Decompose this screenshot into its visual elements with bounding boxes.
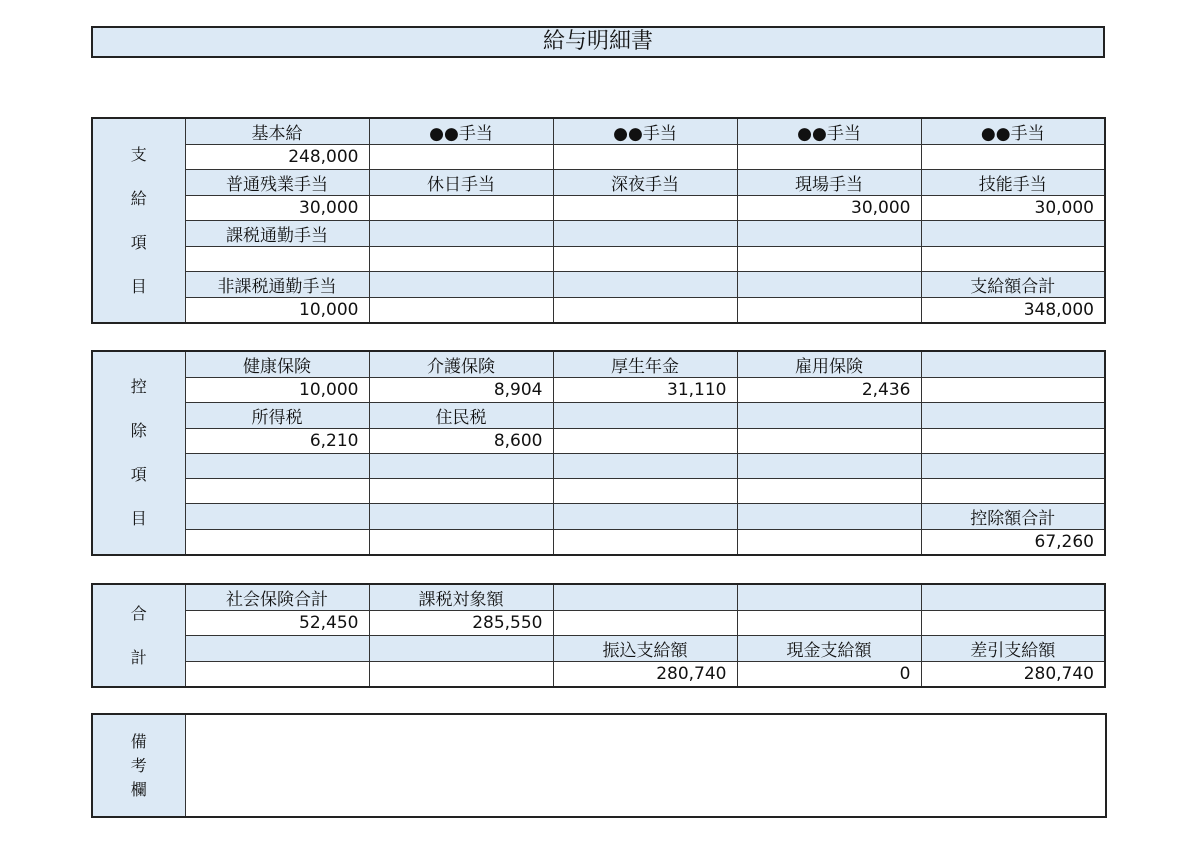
item-label: 普通残業手当 — [185, 170, 369, 196]
item-value[interactable]: 248,000 — [185, 145, 369, 170]
item-value[interactable]: 67,260 — [921, 530, 1105, 556]
item-value[interactable]: 31,110 — [553, 378, 737, 403]
item-label — [369, 454, 553, 479]
item-label — [921, 221, 1105, 247]
item-label — [553, 584, 737, 611]
total-table — [91, 583, 1106, 688]
item-value[interactable] — [553, 145, 737, 170]
item-label — [369, 636, 553, 662]
item-value[interactable]: 280,740 — [921, 662, 1105, 688]
item-value[interactable]: 8,600 — [369, 429, 553, 454]
item-value[interactable]: 280,740 — [553, 662, 737, 688]
item-value[interactable]: 52,450 — [185, 611, 369, 636]
item-label — [553, 454, 737, 479]
item-label: 社会保険合計 — [185, 584, 369, 611]
item-label: 支給額合計 — [921, 272, 1105, 298]
pay-side-label: 支 給 項 目 — [92, 118, 185, 323]
item-label — [553, 272, 737, 298]
item-value[interactable] — [921, 479, 1105, 504]
item-value[interactable] — [737, 479, 921, 504]
pay-table — [91, 117, 1106, 324]
item-label — [921, 351, 1105, 378]
item-label: ●●手当 — [737, 118, 921, 145]
item-value[interactable] — [369, 298, 553, 324]
item-label: 課税対象額 — [369, 584, 553, 611]
item-value[interactable] — [553, 247, 737, 272]
notes-side-label: 備 考 欄 — [92, 714, 185, 817]
item-label: 現金支給額 — [737, 636, 921, 662]
item-value[interactable] — [185, 247, 369, 272]
item-value[interactable]: 30,000 — [737, 196, 921, 221]
item-value[interactable]: 285,550 — [369, 611, 553, 636]
item-label: 控除額合計 — [921, 504, 1105, 530]
item-label: 所得税 — [185, 403, 369, 429]
item-value[interactable] — [737, 247, 921, 272]
item-value[interactable] — [369, 662, 553, 688]
item-value[interactable] — [369, 145, 553, 170]
item-value[interactable] — [921, 145, 1105, 170]
item-value[interactable] — [553, 611, 737, 636]
deduction-table — [91, 350, 1106, 556]
item-label — [921, 403, 1105, 429]
page-title: 給与明細書 — [91, 26, 1105, 58]
ded-side-label: 控 除 項 目 — [92, 351, 185, 555]
item-value[interactable]: 30,000 — [921, 196, 1105, 221]
item-value[interactable] — [185, 530, 369, 556]
item-value[interactable] — [553, 298, 737, 324]
item-label — [369, 221, 553, 247]
item-value[interactable] — [737, 611, 921, 636]
item-label — [737, 454, 921, 479]
item-value[interactable] — [369, 479, 553, 504]
item-label: 技能手当 — [921, 170, 1105, 196]
item-label — [369, 504, 553, 530]
item-label: 住民税 — [369, 403, 553, 429]
notes-field[interactable] — [185, 714, 1106, 817]
item-label: ●●手当 — [553, 118, 737, 145]
item-value[interactable]: 30,000 — [185, 196, 369, 221]
item-label — [737, 221, 921, 247]
item-label: 雇用保険 — [737, 351, 921, 378]
item-label: 現場手当 — [737, 170, 921, 196]
item-label — [737, 403, 921, 429]
item-value[interactable] — [553, 479, 737, 504]
item-label: ●●手当 — [369, 118, 553, 145]
item-label — [553, 221, 737, 247]
item-value[interactable] — [921, 378, 1105, 403]
item-value[interactable] — [553, 429, 737, 454]
notes-table — [91, 713, 1107, 818]
item-value[interactable] — [185, 662, 369, 688]
item-value[interactable] — [553, 196, 737, 221]
item-value[interactable] — [921, 611, 1105, 636]
item-value[interactable]: 8,904 — [369, 378, 553, 403]
item-value[interactable]: 348,000 — [921, 298, 1105, 324]
item-value[interactable]: 2,436 — [737, 378, 921, 403]
item-label: 差引支給額 — [921, 636, 1105, 662]
item-value[interactable] — [369, 247, 553, 272]
item-label — [185, 636, 369, 662]
item-value[interactable] — [921, 429, 1105, 454]
item-value[interactable] — [737, 530, 921, 556]
item-value[interactable] — [921, 247, 1105, 272]
item-label: 基本給 — [185, 118, 369, 145]
item-value[interactable] — [185, 479, 369, 504]
item-label: 振込支給額 — [553, 636, 737, 662]
item-label — [737, 584, 921, 611]
item-label — [369, 272, 553, 298]
item-value[interactable]: 10,000 — [185, 298, 369, 324]
item-value[interactable] — [737, 429, 921, 454]
item-value[interactable] — [369, 530, 553, 556]
item-value[interactable] — [369, 196, 553, 221]
item-value[interactable] — [737, 145, 921, 170]
item-value[interactable]: 0 — [737, 662, 921, 688]
item-value[interactable]: 10,000 — [185, 378, 369, 403]
item-label — [921, 584, 1105, 611]
item-label — [737, 272, 921, 298]
item-label: 介護保険 — [369, 351, 553, 378]
item-label — [553, 504, 737, 530]
item-label: 非課税通勤手当 — [185, 272, 369, 298]
item-label: ●●手当 — [921, 118, 1105, 145]
item-value[interactable] — [737, 298, 921, 324]
item-label — [553, 403, 737, 429]
item-label: 課税通勤手当 — [185, 221, 369, 247]
item-label — [185, 454, 369, 479]
total-side-label: 合 計 — [92, 584, 185, 687]
item-value[interactable]: 6,210 — [185, 429, 369, 454]
item-label: 厚生年金 — [553, 351, 737, 378]
item-value[interactable] — [553, 530, 737, 556]
item-label — [185, 504, 369, 530]
item-label: 健康保険 — [185, 351, 369, 378]
item-label: 休日手当 — [369, 170, 553, 196]
item-label — [921, 454, 1105, 479]
item-label: 深夜手当 — [553, 170, 737, 196]
item-label — [737, 504, 921, 530]
